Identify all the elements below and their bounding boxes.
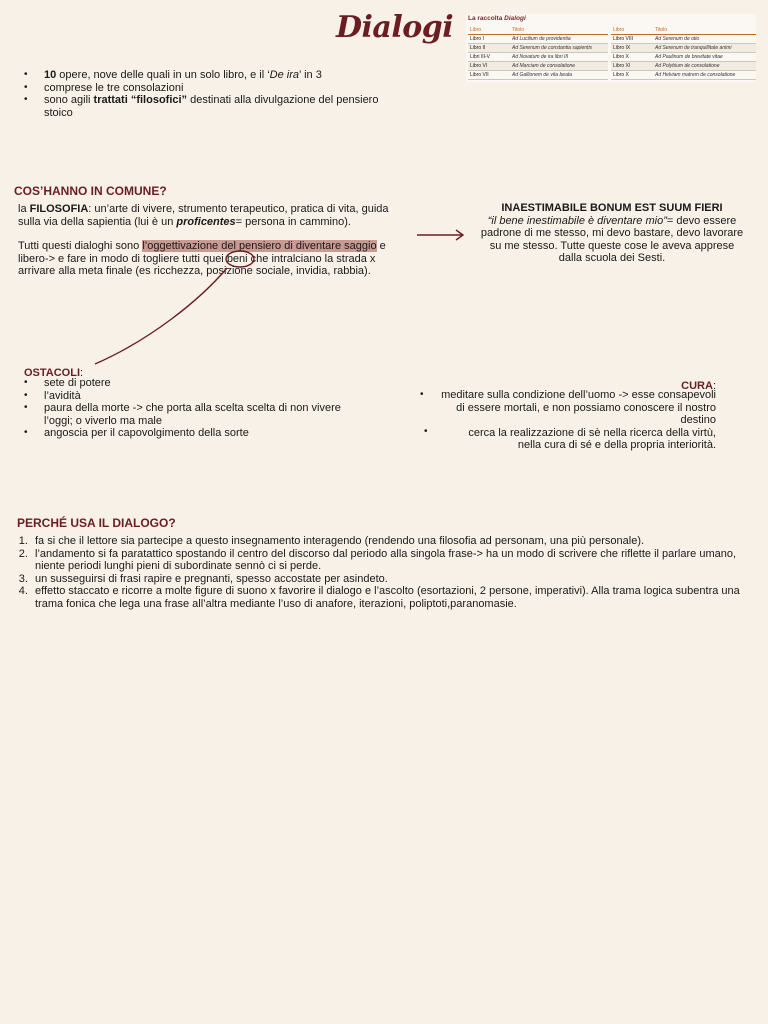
motto-text: “il bene inestimabile è diventare mio”= devo essere padrone di me stesso, mi devo bastare, devo lavorare su me stesso. Tutte queste cose le aveva apprese dalla scuola dei Sesti. <box>480 214 744 265</box>
motto-block <box>480 202 744 265</box>
list-item: • angoscia per il capovolgimento della sorte <box>24 427 354 440</box>
table-row: Libro VI Ad Marciam de consolatione <box>468 62 608 71</box>
table-row: Libro II Ad Serenum de constantia sapientis <box>468 44 608 53</box>
table-row: Libri III-V Ad Novatum de ira libri III <box>468 53 608 62</box>
list-item: 2. l’andamento si fa paratattico spostando il centro del discorso dal periodo alla singola frase-> ha un modo di scrivere che riflette il parlare umano, niente periodi lunghi pieni di subordinate sennò ci si perde. <box>31 548 751 573</box>
table-header-titolo: Titolo <box>510 25 608 35</box>
dialogo-list <box>13 535 751 611</box>
table-header-libro: Libro <box>468 25 510 35</box>
circled-word: beni <box>226 252 248 265</box>
curved-connector-line <box>95 268 227 364</box>
page-title: Dialogi <box>336 10 454 45</box>
section-heading-dialogo: PERCHÉ USA IL DIALOGO? <box>17 516 176 530</box>
highlighted-phrase: l’oggettivazione del pensiero di diventare saggio <box>142 240 377 252</box>
table-header-titolo: Titolo <box>653 25 756 35</box>
section-heading-comune: COS’HANNO IN COMUNE? <box>14 184 167 198</box>
list-item: meditare sulla condizione dell’uomo -> esse consapevoli di essere mortali, e non possiamo conoscere il nostro destino <box>441 389 716 427</box>
table-row: Libro IX Ad Serenum de tranquillitate animi <box>611 44 756 53</box>
table-row: Libro X Ad Helviam matrem de consolatione <box>611 71 756 80</box>
list-item: • 10 opere, nove delle quali in un solo libro, e il ‘De ira’ in 3 <box>24 69 404 82</box>
list-item: cerca la realizzazione di sè nella ricerca della virtù, nella cura di sé e della propria interiorità. <box>468 426 716 452</box>
comune-paragraph-2: Tutti questi dialoghi sono l’oggettivazione del pensiero di diventare saggio e libero-> e fare in modo di togliere tutti quei beni che intralciano la strada x arrivare alla meta finale (es ricchezza, posizione sociale, invidia, rabbia). <box>18 240 386 278</box>
list-item: • comprese le tre consolazioni <box>24 82 404 95</box>
list-item: 1. fa si che il lettore sia partecipe a questo insegnamento interagendo (rendendo una filosofia ad personam, una più personale). <box>31 535 751 548</box>
cura-heading: CURA: <box>681 380 716 392</box>
list-item: • paura della morte -> che porta alla scelta scelta di non vivere l’oggi; o viverlo ma male <box>24 402 354 427</box>
list-item: • sete di potere <box>24 377 354 390</box>
ostacoli-list <box>24 377 354 440</box>
table-row: Libro X Ad Paulinum de brevitate vitae <box>611 53 756 62</box>
list-item: 4. effetto staccato e ricorre a molte figure di suono x favorire il dialogo e l’ascolto (esortazioni, 2 persone, imperativi). Alla trama logica subentra una trama fonica che lega una frase all’altra mediante l’uso di anafore, iterazioni, poliptoti,paranomasie. <box>31 585 751 610</box>
list-item: • sono agili trattati “filosofici” destinati alla divulgazione del pensiero stoico <box>24 94 404 119</box>
list-item: • l’avidità <box>24 390 354 403</box>
comune-paragraph-1: la FILOSOFIA: un’arte di vivere, strumento terapeutico, pratica di vita, guida sulla via della sapientia (lui è un proficentes= persona in cammino). <box>18 203 389 228</box>
table-row: Libro XI Ad Polybium de consolatione <box>611 62 756 71</box>
ostacoli-heading: OSTACOLI: <box>24 367 84 379</box>
table-row: Libro VII Ad Gallionem de vita beata <box>468 71 608 80</box>
table-row: Libro VIII Ad Serenum de otio <box>611 35 756 44</box>
table-header-libro: Libro <box>611 25 653 35</box>
circle-annotation <box>226 251 254 267</box>
table-caption: La raccolta Dialogi <box>468 15 526 22</box>
motto-heading: INAESTIMABILE BONUM EST SUUM FIERI <box>501 202 723 214</box>
table-row: Libro I Ad Lucilium de providentia <box>468 35 608 44</box>
list-item: 3. un susseguirsi di frasi rapire e pregnanti, spesso accostate per asindeto. <box>31 573 751 586</box>
cura-list: • • meditare sulla condizione dell’uomo -> esse consapevoli di essere mortali, e non possiamo conoscere il nostro destino cerca la realizzazione di sè nella ricerca della virtù, nella cura di sé e della propria interiorità. <box>420 389 716 452</box>
